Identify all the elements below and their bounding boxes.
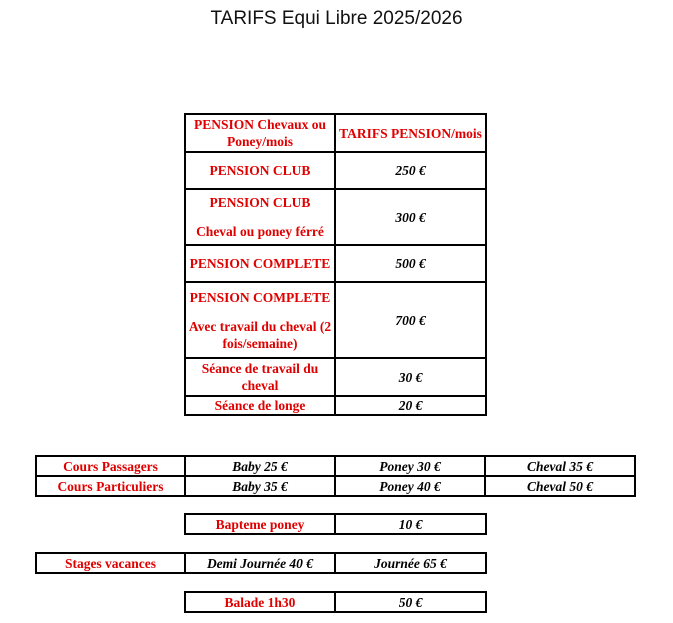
row-label — [185, 189, 335, 245]
row-price: 250 € — [335, 152, 486, 189]
lesson-cheval-price: Cheval 35 € — [485, 456, 635, 476]
lesson-row — [36, 476, 635, 496]
balade-table — [184, 591, 487, 613]
lesson-baby-price: Baby 35 € — [185, 476, 335, 496]
row-price: 700 € — [335, 282, 486, 358]
row-price: 300 € — [335, 189, 486, 245]
bapteme-row — [185, 514, 486, 534]
pension-table — [184, 113, 487, 416]
table-row — [185, 245, 486, 282]
row-label — [185, 282, 335, 358]
lessons-table — [35, 455, 636, 497]
table-row — [185, 358, 486, 396]
lesson-poney-price: Poney 40 € — [335, 476, 485, 496]
balade-price: 50 € — [335, 592, 486, 612]
page-title: TARIFS Equi Libre 2025/2026 — [210, 8, 463, 29]
stages-demi-price: Demi Journée 40 € — [185, 553, 335, 573]
row-price: 500 € — [335, 245, 486, 282]
row-label: Séance de longe — [185, 396, 335, 415]
stages-row — [36, 553, 486, 573]
lesson-label: Cours Passagers — [36, 456, 185, 476]
row-label-sub: Cheval ou poney férré — [196, 224, 324, 239]
lesson-cheval-price: Cheval 50 € — [485, 476, 635, 496]
table-row — [185, 396, 486, 415]
bapteme-label: Bapteme poney — [185, 514, 335, 534]
row-label-main: PENSION CLUB — [209, 195, 311, 210]
lesson-row — [36, 456, 635, 476]
bapteme-price: 10 € — [335, 514, 486, 534]
table-row — [185, 189, 486, 245]
stages-label: Stages vacances — [36, 553, 185, 573]
table-header-row — [185, 114, 486, 152]
balade-row — [185, 592, 486, 612]
header-label: PENSION Chevaux ou Poney/mois — [185, 114, 335, 152]
row-price: 20 € — [335, 396, 486, 415]
balade-label: Balade 1h30 — [185, 592, 335, 612]
lesson-baby-price: Baby 25 € — [185, 456, 335, 476]
table-row — [185, 152, 486, 189]
table-row — [185, 282, 486, 358]
stages-table — [35, 552, 487, 574]
row-price: 30 € — [335, 358, 486, 396]
header-tarifs: TARIFS PENSION/mois — [335, 114, 486, 152]
bapteme-table — [184, 513, 487, 535]
lesson-poney-price: Poney 30 € — [335, 456, 485, 476]
row-label: Séance de travail du cheval — [185, 358, 335, 396]
row-label-sub: Avec travail du cheval (2 fois/semaine) — [188, 318, 332, 351]
row-label: PENSION CLUB — [185, 152, 335, 189]
lesson-label: Cours Particuliers — [36, 476, 185, 496]
stages-journee-price: Journée 65 € — [335, 553, 486, 573]
row-label-main: PENSION COMPLETE — [189, 289, 331, 305]
row-label: PENSION COMPLETE — [185, 245, 335, 282]
